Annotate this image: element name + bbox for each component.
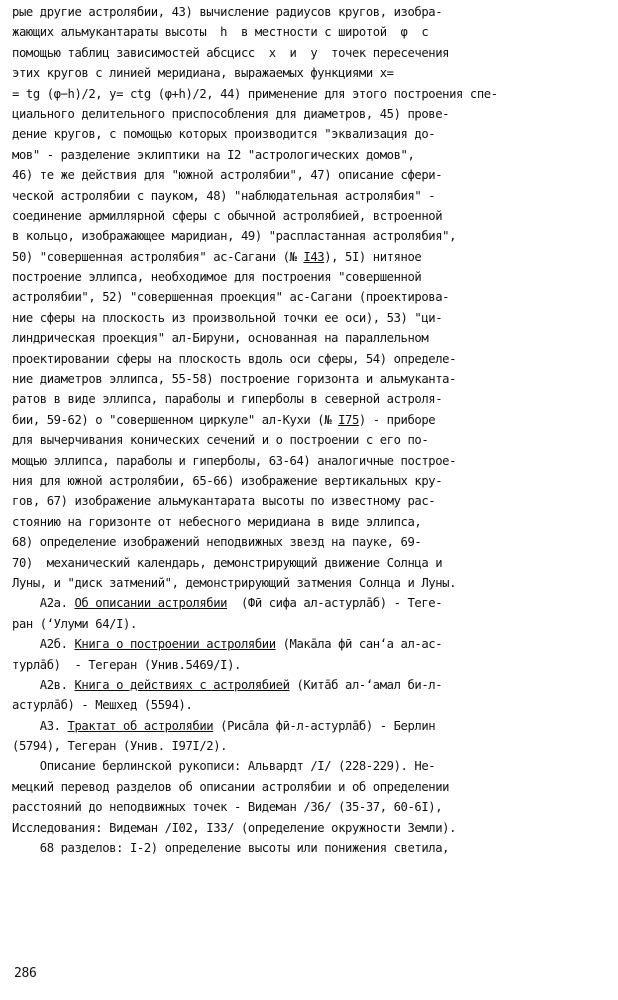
text-segment: Луны, и "диск затмений", демонстрирующий затмения Солнца и Луны. bbox=[12, 575, 456, 590]
text-line bbox=[12, 43, 610, 63]
text-segment: астурла̄б) - Мешхед (5594). bbox=[12, 698, 193, 713]
text-line bbox=[12, 165, 610, 185]
text-line bbox=[12, 308, 610, 328]
text-segment: ) - приборе bbox=[358, 412, 436, 427]
text-segment: жающих альмукантараты высоты h в местности с широтой φ с bbox=[12, 25, 429, 40]
text-line bbox=[12, 471, 610, 491]
text-line bbox=[12, 226, 610, 246]
text-line bbox=[12, 573, 610, 593]
text-segment: циального делительного приспособления для диаметров, 45) прове- bbox=[12, 106, 450, 121]
text-line bbox=[12, 553, 610, 573]
text-line bbox=[12, 593, 610, 613]
text-line bbox=[12, 695, 610, 715]
text-line bbox=[12, 655, 610, 675]
text-line bbox=[12, 267, 610, 287]
text-segment: мощью эллипса, параболы и гиперболы, 63-64) аналогичные построе- bbox=[12, 453, 456, 468]
text-line bbox=[12, 84, 610, 104]
text-segment: турла̄б) - Тегеран (Унив.5469/I). bbox=[12, 657, 241, 672]
underlined-reference: Об описании астролябии bbox=[74, 596, 228, 611]
text-line bbox=[12, 2, 610, 22]
text-line bbox=[12, 430, 610, 450]
text-segment: стоянию на горизонте от небесного меридиана в виде эллипса, bbox=[12, 514, 422, 529]
text-line bbox=[12, 247, 610, 267]
text-segment: ние диаметров эллипса, 55-58) построение горизонта и альмуканта- bbox=[12, 372, 456, 387]
text-segment: ), 5I) нитяное bbox=[324, 249, 422, 264]
text-line bbox=[12, 491, 610, 511]
text-segment: Описание берлинской рукописи: Альвардт /I/ (228-229). Не- bbox=[12, 759, 436, 774]
text-line bbox=[12, 22, 610, 42]
text-segment: расстояний до неподвижных точек - Видеман /36/ (35-37, 60-6I), bbox=[12, 800, 443, 815]
text-line bbox=[12, 777, 610, 797]
text-segment: ния для южной астролябии, 65-66) изображение вертикальных кру- bbox=[12, 473, 443, 488]
body-text bbox=[12, 2, 610, 858]
text-line bbox=[12, 614, 610, 634]
text-segment: рые другие астролябии, 43) вычисление радиусов кругов, изобра- bbox=[12, 5, 443, 19]
text-line bbox=[12, 716, 610, 736]
text-line bbox=[12, 532, 610, 552]
text-segment: 70) механический календарь, демонстрирующий движение Солнца и bbox=[12, 555, 443, 570]
text-segment: мецкий перевод разделов об описании астролябии и об определении bbox=[12, 779, 450, 794]
underlined-reference: I43 bbox=[303, 249, 325, 264]
text-segment: гов, 67) изображение альмукантарата высоты по известному рас- bbox=[12, 494, 436, 509]
text-segment: для вычерчивания конических сечений и о построении с его по- bbox=[12, 433, 429, 448]
text-segment: (Мака̄ла фӣ санʻа ал-ас- bbox=[275, 637, 443, 652]
text-segment: ческой астролябии с пауком, 48) "наблюдательная астролябия" - bbox=[12, 188, 436, 203]
text-line bbox=[12, 349, 610, 369]
text-segment: ние сферы на плоскость из произвольной точки ее оси), 53) "ци- bbox=[12, 310, 443, 325]
text-segment: этих кругов с линией меридиана, выражаемых функциями x= bbox=[12, 66, 394, 81]
text-line bbox=[12, 63, 610, 83]
underlined-reference: I75 bbox=[338, 412, 359, 427]
text-line bbox=[12, 124, 610, 144]
text-line bbox=[12, 328, 610, 348]
underlined-reference: Книга о построении астролябии bbox=[74, 637, 276, 652]
text-segment: (5794), Тегеран (Унив. I97I/2). bbox=[12, 739, 228, 754]
text-line bbox=[12, 389, 610, 409]
text-line bbox=[12, 145, 610, 165]
text-line bbox=[12, 634, 610, 654]
text-segment: 68) определение изображений неподвижных звезд на пауке, 69- bbox=[12, 535, 422, 550]
text-line bbox=[12, 797, 610, 817]
underlined-reference: Трактат об астролябии bbox=[67, 718, 214, 733]
text-segment: мов" - разделение эклиптики на I2 "астрологических домов", bbox=[12, 147, 415, 162]
text-line bbox=[12, 756, 610, 776]
text-segment: построение эллипса, необходимое для построения "совершенной bbox=[12, 270, 422, 285]
text-segment: 68 разделов: I-2) определение высоты или понижения светила, bbox=[12, 841, 450, 856]
text-line bbox=[12, 451, 610, 471]
text-segment: (Фӣ сифа ал-астурла̄б) - Теге- bbox=[227, 596, 443, 611]
text-segment: ратов в виде эллипса, параболы и гиперболы в северной астроля- bbox=[12, 392, 443, 407]
page-number: 286 bbox=[14, 966, 37, 981]
text-line bbox=[12, 410, 610, 430]
text-line bbox=[12, 186, 610, 206]
text-segment: соединение армиллярной сферы с обычной астролябией, встроенной bbox=[12, 208, 443, 223]
text-line bbox=[12, 512, 610, 532]
text-segment: Исследования: Видеман /I02, I33/ (определение окружности Земли). bbox=[12, 820, 456, 835]
text-line bbox=[12, 369, 610, 389]
text-segment: астролябии", 52) "совершенная проекция" ас-Сагани (проектирова- bbox=[12, 290, 450, 305]
text-segment: линдрическая проекция" ал-Бируни, основанная на параллельном bbox=[12, 331, 429, 346]
text-line bbox=[12, 838, 610, 858]
text-line bbox=[12, 206, 610, 226]
text-segment: А3. bbox=[12, 718, 68, 733]
text-segment: бии, 59-62) о "совершенном циркуле" ал-Кухи (№ bbox=[12, 412, 339, 427]
text-line bbox=[12, 675, 610, 695]
text-segment: (Риса̄ла фӣ-л-астурла̄б) - Берлин bbox=[213, 718, 436, 733]
text-segment: 50) "совершенная астролябия" ас-Сагани (№ bbox=[12, 249, 304, 264]
text-segment: (Кита̄б ал-ʻамал би-л- bbox=[289, 677, 443, 692]
text-line bbox=[12, 736, 610, 756]
text-segment: проектировании сферы на плоскость вдоль оси сферы, 54) определе- bbox=[12, 351, 456, 366]
underlined-reference: Книга о действиях с астролябией bbox=[74, 677, 290, 692]
text-line bbox=[12, 104, 610, 124]
text-segment: 46) те же действия для "южной астролябии", 47) описание сфери- bbox=[12, 168, 443, 183]
text-segment: ран (ʻУлуми 64/I). bbox=[12, 616, 137, 631]
text-segment: А2в. bbox=[12, 677, 75, 692]
text-segment: в кольцо, изображающее маридиан, 49) "распластанная астролябия", bbox=[12, 229, 456, 244]
text-segment: А2б. bbox=[12, 637, 75, 652]
text-segment: = tg (φ−h)/2, y= ctg (φ+h)/2, 44) применение для этого построения спе- bbox=[12, 86, 498, 101]
text-line bbox=[12, 287, 610, 307]
text-line bbox=[12, 818, 610, 838]
text-segment: А2а. bbox=[12, 596, 75, 611]
text-segment: помощью таблиц зависимостей абсцисс x и y точек пересечения bbox=[12, 45, 450, 60]
text-segment: дение кругов, с помощью которых производится "эквализация до- bbox=[12, 127, 436, 142]
